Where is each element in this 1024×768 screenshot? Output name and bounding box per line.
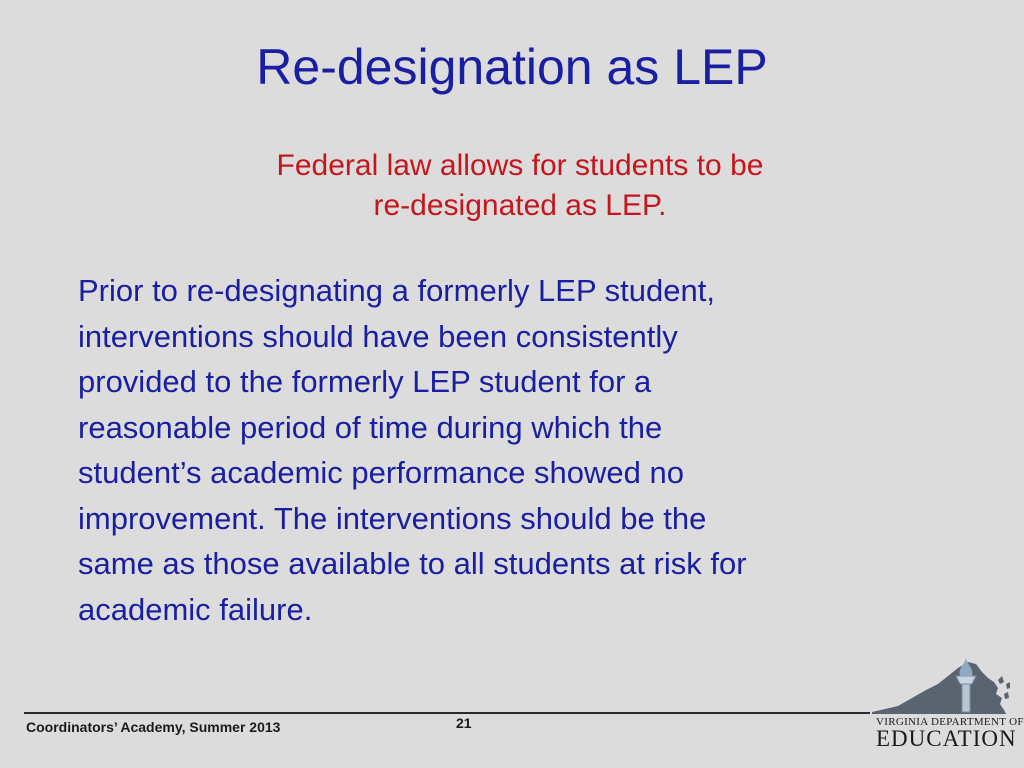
virginia-state-torch-logo-icon xyxy=(868,654,1016,716)
subtitle-line-2: re-designated as LEP. xyxy=(373,189,667,222)
logo-text-line-1: VIRGINIA DEPARTMENT OF xyxy=(876,716,1024,728)
logo-text-line-2: EDUCATION xyxy=(876,726,1017,751)
footer-divider xyxy=(24,712,870,714)
subtitle-line-1: Federal law allows for students to be xyxy=(276,149,764,182)
slide-subtitle xyxy=(0,146,1024,226)
footer-title: Coordinators’ Academy, Summer 2013 xyxy=(26,719,281,735)
slide-body-text: Prior to re-designating a formerly LEP student, interventions should have been consistently provided to the formerly LEP student for a reasonable period of time during which the student’s academic performance showed no improvement. The interventions should be the same as those available to all students at risk for academic failure. xyxy=(78,273,747,627)
slide-title: Re-designation as LEP xyxy=(256,39,768,95)
virginia-department-of-education-logo xyxy=(868,654,1024,754)
page-number: 21 xyxy=(456,715,472,731)
